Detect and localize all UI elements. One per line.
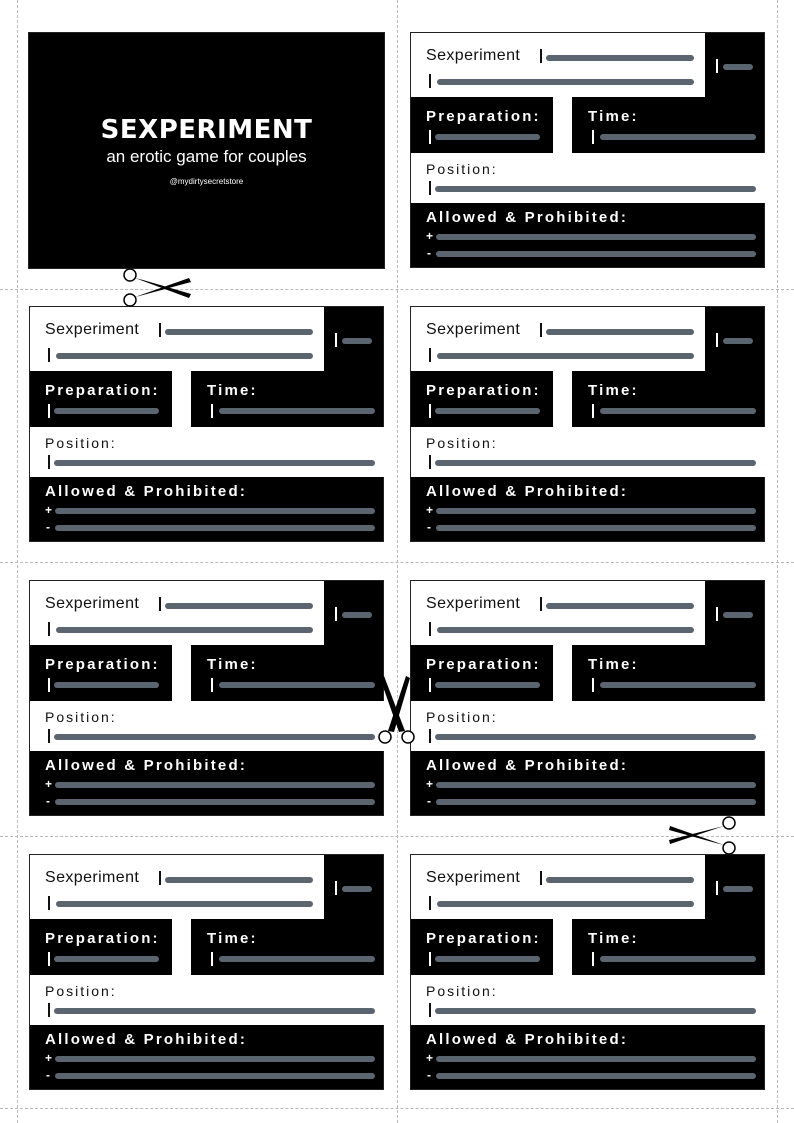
time-line <box>600 408 756 414</box>
time-label: Time: <box>588 656 639 673</box>
fill-line <box>546 877 694 883</box>
position-strip <box>30 701 385 751</box>
preparation-line <box>54 682 159 688</box>
prohibited-line <box>436 525 756 531</box>
pipe-mark <box>48 678 50 692</box>
fill-line <box>723 338 753 344</box>
pipe-mark <box>429 729 431 743</box>
fill-line <box>437 901 694 907</box>
pipe-mark <box>429 130 431 144</box>
pipe-mark <box>429 952 431 966</box>
prohibited-line <box>55 525 375 531</box>
pipe-mark <box>211 678 213 692</box>
pipe-mark <box>48 455 50 469</box>
pipe-mark <box>159 597 161 611</box>
divider <box>553 371 572 427</box>
prohibited-minus: - <box>46 1068 50 1082</box>
pipe-mark <box>159 323 161 337</box>
fill-line <box>546 55 694 61</box>
position-label: Position: <box>426 709 498 725</box>
pipe-mark <box>540 871 542 885</box>
allowed-line <box>55 1056 375 1062</box>
pipe-mark <box>48 348 50 362</box>
fill-line <box>437 353 694 359</box>
fill-line <box>56 627 313 633</box>
card-title: Sexperiment <box>426 595 521 612</box>
time-label: Time: <box>207 930 258 947</box>
divider <box>553 919 572 975</box>
prohibited-line <box>436 1073 756 1079</box>
card-title: Sexperiment <box>426 321 521 338</box>
pipe-mark <box>48 952 50 966</box>
pipe-mark <box>159 871 161 885</box>
time-label: Time: <box>207 382 258 399</box>
position-strip <box>411 975 766 1025</box>
card-title: Sexperiment <box>45 595 140 612</box>
position-strip <box>411 701 766 751</box>
prohibited-minus: - <box>427 520 431 534</box>
game-card <box>410 306 765 542</box>
pipe-mark <box>716 333 718 347</box>
fill-line <box>546 603 694 609</box>
game-card <box>410 854 765 1090</box>
allowed-prohibited-label: Allowed & Prohibited: <box>426 757 629 774</box>
game-card <box>29 854 384 1090</box>
pipe-mark <box>540 49 542 63</box>
cut-line-vertical <box>777 0 778 1123</box>
preparation-line <box>435 682 540 688</box>
fill-line <box>56 901 313 907</box>
card-title-box <box>30 855 324 919</box>
pipe-mark <box>540 597 542 611</box>
card-title: Sexperiment <box>426 869 521 886</box>
pipe-mark <box>592 952 594 966</box>
time-line <box>219 956 375 962</box>
divider <box>553 97 572 153</box>
allowed-plus: + <box>426 1051 434 1065</box>
pipe-mark <box>335 333 337 347</box>
card-title-box <box>411 855 705 919</box>
card-title: Sexperiment <box>426 47 521 64</box>
position-label: Position: <box>426 161 498 177</box>
preparation-label: Preparation: <box>426 656 541 673</box>
preparation-line <box>435 956 540 962</box>
card-title: Sexperiment <box>45 869 140 886</box>
pipe-mark <box>429 181 431 195</box>
time-line <box>600 134 756 140</box>
pipe-mark <box>429 455 431 469</box>
allowed-prohibited-label: Allowed & Prohibited: <box>426 1031 629 1048</box>
allowed-line <box>436 508 756 514</box>
fill-line <box>723 64 753 70</box>
prohibited-minus: - <box>46 520 50 534</box>
pipe-mark <box>592 404 594 418</box>
prohibited-minus: - <box>427 794 431 808</box>
fill-line <box>165 877 313 883</box>
cover-card <box>28 32 385 269</box>
position-line <box>54 460 375 466</box>
game-card <box>29 306 384 542</box>
cut-line-vertical <box>397 0 398 1123</box>
position-strip <box>30 975 385 1025</box>
preparation-line <box>435 134 540 140</box>
position-label: Position: <box>45 435 117 451</box>
cover-title: SEXPERIMENT <box>100 115 313 145</box>
scissors-icon <box>121 266 193 310</box>
cover-handle: @mydirtysecretstore <box>169 177 244 186</box>
pipe-mark <box>48 729 50 743</box>
position-line <box>54 1008 375 1014</box>
divider <box>172 371 191 427</box>
card-title-box <box>411 33 705 97</box>
position-line <box>54 734 375 740</box>
pipe-mark <box>211 952 213 966</box>
time-line <box>219 408 375 414</box>
pipe-mark <box>429 1003 431 1017</box>
card-title-box <box>411 307 705 371</box>
allowed-plus: + <box>45 777 53 791</box>
fill-line <box>437 627 694 633</box>
divider <box>172 645 191 701</box>
card-title: Sexperiment <box>45 321 140 338</box>
pipe-mark <box>429 74 431 88</box>
pipe-mark <box>429 404 431 418</box>
preparation-line <box>435 408 540 414</box>
pipe-mark <box>716 59 718 73</box>
fill-line <box>56 353 313 359</box>
prohibited-minus: - <box>46 794 50 808</box>
pipe-mark <box>429 678 431 692</box>
pipe-mark <box>429 622 431 636</box>
pipe-mark <box>335 881 337 895</box>
pipe-mark <box>716 881 718 895</box>
position-strip <box>411 153 766 203</box>
allowed-prohibited-label: Allowed & Prohibited: <box>426 209 629 226</box>
position-line <box>435 734 756 740</box>
time-label: Time: <box>588 382 639 399</box>
allowed-prohibited-label: Allowed & Prohibited: <box>45 1031 248 1048</box>
prohibited-line <box>436 251 756 257</box>
card-title-box <box>411 581 705 645</box>
preparation-label: Preparation: <box>45 382 160 399</box>
pipe-mark <box>429 896 431 910</box>
game-card <box>410 32 765 268</box>
position-label: Position: <box>426 983 498 999</box>
cut-line-vertical <box>17 0 18 1123</box>
pipe-mark <box>716 607 718 621</box>
allowed-plus: + <box>426 229 434 243</box>
allowed-prohibited-label: Allowed & Prohibited: <box>45 757 248 774</box>
preparation-label: Preparation: <box>45 930 160 947</box>
pipe-mark <box>592 678 594 692</box>
pipe-mark <box>335 607 337 621</box>
fill-line <box>437 79 694 85</box>
prohibited-minus: - <box>427 1068 431 1082</box>
preparation-line <box>54 956 159 962</box>
allowed-plus: + <box>45 503 53 517</box>
prohibited-line <box>55 799 375 805</box>
prohibited-minus: - <box>427 246 431 260</box>
fill-line <box>342 886 372 892</box>
cover-subtitle: an erotic game for couples <box>106 147 307 166</box>
allowed-plus: + <box>426 503 434 517</box>
divider <box>172 919 191 975</box>
divider <box>553 645 572 701</box>
pipe-mark <box>48 1003 50 1017</box>
time-line <box>600 956 756 962</box>
pipe-mark <box>48 404 50 418</box>
allowed-plus: + <box>45 1051 53 1065</box>
time-label: Time: <box>588 108 639 125</box>
allowed-line <box>436 1056 756 1062</box>
pipe-mark <box>540 323 542 337</box>
fill-line <box>546 329 694 335</box>
position-line <box>435 1008 756 1014</box>
scissors-icon <box>666 814 740 858</box>
pipe-mark <box>592 130 594 144</box>
fill-line <box>723 886 753 892</box>
scissors-icon <box>370 672 420 746</box>
position-label: Position: <box>45 983 117 999</box>
position-line <box>435 460 756 466</box>
fill-line <box>165 603 313 609</box>
preparation-label: Preparation: <box>426 108 541 125</box>
time-label: Time: <box>588 930 639 947</box>
card-title-box <box>30 581 324 645</box>
pipe-mark <box>48 896 50 910</box>
fill-line <box>723 612 753 618</box>
allowed-line <box>436 234 756 240</box>
allowed-line <box>436 782 756 788</box>
position-strip <box>411 427 766 477</box>
game-card <box>29 580 384 816</box>
allowed-line <box>55 508 375 514</box>
preparation-label: Preparation: <box>426 930 541 947</box>
preparation-label: Preparation: <box>426 382 541 399</box>
preparation-label: Preparation: <box>45 656 160 673</box>
allowed-prohibited-label: Allowed & Prohibited: <box>45 483 248 500</box>
allowed-line <box>55 782 375 788</box>
allowed-plus: + <box>426 777 434 791</box>
time-line <box>600 682 756 688</box>
fill-line <box>342 612 372 618</box>
position-label: Position: <box>45 709 117 725</box>
time-line <box>219 682 375 688</box>
position-strip <box>30 427 385 477</box>
allowed-prohibited-label: Allowed & Prohibited: <box>426 483 629 500</box>
game-card <box>410 580 765 816</box>
position-label: Position: <box>426 435 498 451</box>
prohibited-line <box>55 1073 375 1079</box>
card-title-box <box>30 307 324 371</box>
fill-line <box>342 338 372 344</box>
position-line <box>435 186 756 192</box>
pipe-mark <box>211 404 213 418</box>
pipe-mark <box>429 348 431 362</box>
time-label: Time: <box>207 656 258 673</box>
pipe-mark <box>48 622 50 636</box>
fill-line <box>165 329 313 335</box>
preparation-line <box>54 408 159 414</box>
prohibited-line <box>436 799 756 805</box>
